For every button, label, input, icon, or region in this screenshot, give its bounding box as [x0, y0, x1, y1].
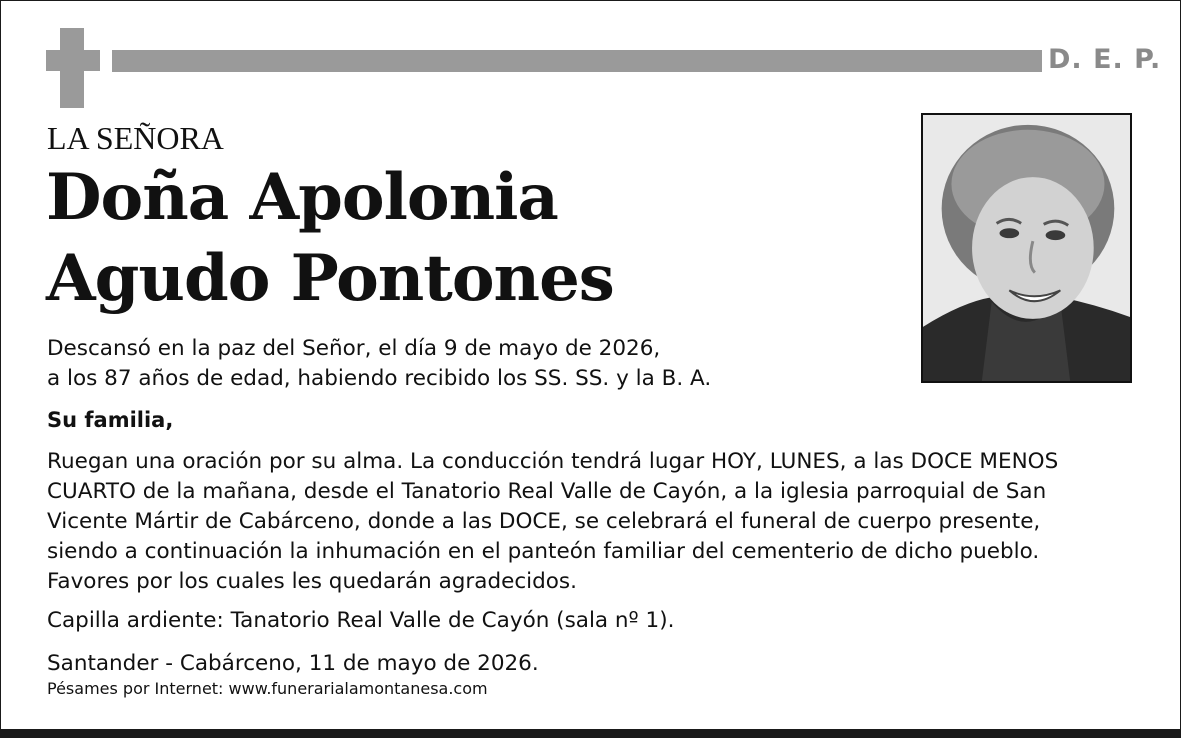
descanso-text	[47, 334, 1137, 394]
paragraph-line: Ruegan una oración por su alma. La conducción tendrá lugar HOY, LUNES, a las DOCE MENOS	[47, 449, 1059, 474]
ruegan-paragraph	[47, 447, 1137, 597]
paragraph-line: siendo a continuación la inhumación en el panteón familiar del cementerio de dicho pueblo.	[47, 539, 1040, 564]
bottom-bar	[0, 729, 1181, 738]
capilla-text: Capilla ardiente: Tanatorio Real Valle de Cayón (sala nº 1).	[47, 608, 675, 633]
dep-label: D. E. P.	[1048, 44, 1162, 75]
cross-icon	[46, 28, 100, 108]
descanso-line: a los 87 años de edad, habiendo recibido los SS. SS. y la B. A.	[47, 366, 712, 391]
pesames-link[interactable]: Pésames por Internet: www.funerarialamontanesa.com	[47, 679, 488, 698]
header-rule	[112, 50, 1042, 72]
deceased-name-line1: Doña Apolonia	[46, 160, 558, 235]
descanso-line: Descansó en la paz del Señor, el día 9 de mayo de 2026,	[47, 336, 661, 361]
place-date: Santander - Cabárceno, 11 de mayo de 2026.	[47, 651, 539, 676]
familia-label: Su familia,	[47, 408, 174, 432]
paragraph-line: Vicente Mártir de Cabárceno, donde a las DOCE, se celebrará el funeral de cuerpo presente,	[47, 509, 1041, 534]
deceased-name-line2: Agudo Pontones	[46, 241, 614, 316]
paragraph-line: CUARTO de la mañana, desde el Tanatorio Real Valle de Cayón, a la iglesia parroquial de San	[47, 479, 1047, 504]
paragraph-line: Favores por los cuales les quedarán agradecidos.	[47, 569, 577, 594]
title-prefix: LA SEÑORA	[47, 120, 224, 156]
